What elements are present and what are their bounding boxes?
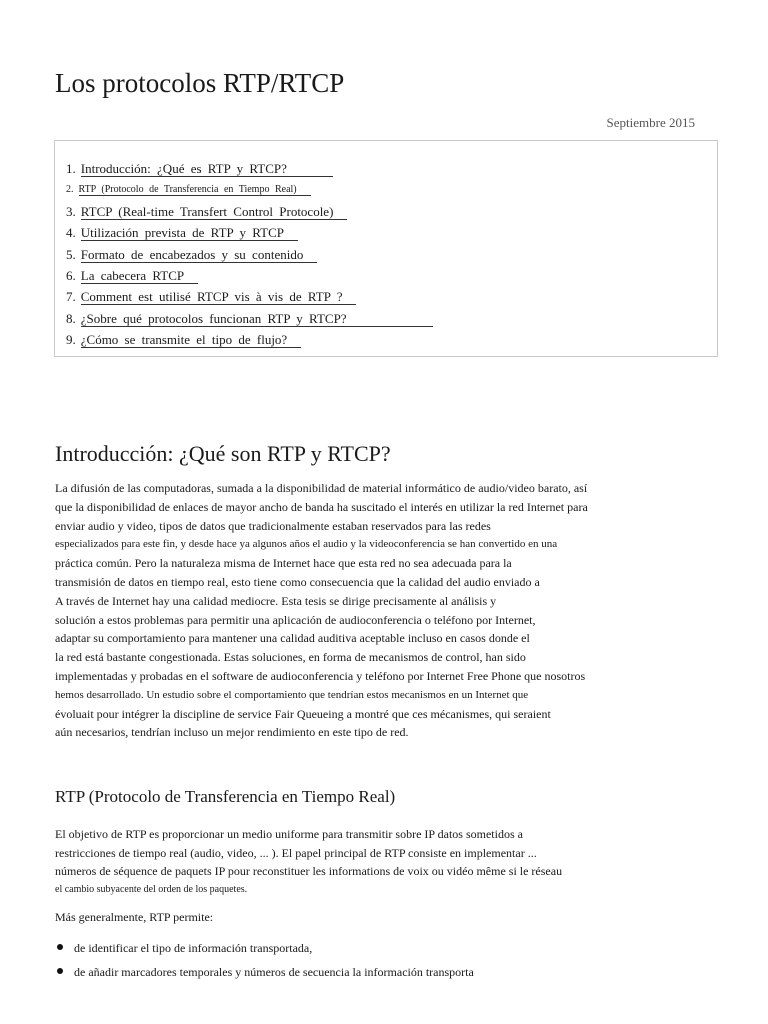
toc-link-protocolos[interactable]: ¿Sobre qué protocolos funcionan RTP y RTCP? [81, 311, 433, 327]
paragraph-line: El objetivo de RTP es proporcionar un medio uniforme para transmitir sobre IP datos sometidos a [55, 827, 523, 841]
toc-number: 7. [66, 289, 76, 305]
paragraph-line: solución a estos problemas para permitir una aplicación de audioconferencia o teléfono por Internet, [55, 612, 536, 627]
paragraph-line: la red está bastante congestionada. Estas soluciones, en forma de mecanismos de control, han sido [55, 650, 526, 665]
toc-link-flujo[interactable]: ¿Cómo se transmite el tipo de flujo? [81, 332, 301, 348]
bullet-icon [57, 968, 63, 974]
toc-link-utilizacion[interactable]: Utilización prevista de RTP y RTCP [81, 225, 298, 241]
paragraph-line: A través de Internet hay una calidad mediocre. Esta tesis se dirige precisamente al análisis y [55, 593, 497, 608]
toc-link-comment[interactable]: Comment est utilisé RTCP vis à vis de RTP ? [81, 289, 357, 305]
toc-item [66, 286, 433, 307]
toc-number: 4. [66, 225, 76, 241]
paragraph-line: que la disponibilidad de enlaces de mayor ancho de banda ha suscitado el interés en utilizar la red Internet para [55, 499, 588, 514]
list-item [55, 936, 474, 960]
paragraph-line: aún necesarios, tendrían incluso un mejor rendimiento en este tipo de red. [55, 725, 409, 740]
paragraph-line: transmisión de datos en tiempo real, esto tiene como consecuencia que la calidad del audio enviado a [55, 574, 540, 589]
toc-link-introduccion[interactable]: Introducción: ¿Qué es RTP y RTCP? [81, 161, 333, 177]
toc-item [66, 222, 433, 243]
toc-item [66, 244, 433, 265]
paragraph-line: adaptar su comportamiento para mantener una calidad auditiva aceptable incluso en casos donde el [55, 631, 530, 646]
paragraph-line: práctica común. Pero la naturaleza misma de Internet hace que esta red no sea adecuada para la [55, 556, 512, 571]
rtp-intro-text: Más generalmente, RTP permite: [55, 910, 214, 924]
toc-number: 3. [66, 203, 76, 219]
toc-number: 8. [66, 310, 76, 326]
toc-item [66, 201, 433, 222]
paragraph-line: números de séquence de paquets IP pour reconstituer les informations de voix ou vidéo même si le réseau [55, 864, 563, 878]
document-title: Los protocolos RTP/RTCP [55, 68, 345, 98]
toc-item [66, 179, 433, 200]
toc-link-formato[interactable]: Formato de encabezados y su contenido [81, 247, 318, 263]
paragraph-line: implementadas y probadas en el software de audioconferencia y teléfono por Internet Free Phone que nosotros [55, 668, 586, 683]
introduction-paragraph [55, 479, 695, 742]
section-heading-rtp: RTP (Protocolo de Transferencia en Tiempo Real) [55, 787, 396, 806]
paragraph-line: La difusión de las computadoras, sumada a la disponibilidad de material informático de audio/video barato, así [55, 481, 588, 495]
toc-link-cabecera[interactable]: La cabecera RTCP [81, 268, 198, 284]
paragraph-line: el cambio subyacente del orden de los paquetes. [55, 883, 248, 895]
rtp-bullet-list [55, 936, 474, 984]
list-item-text: de añadir marcadores temporales y números de secuencia la información transporta [74, 965, 474, 979]
paragraph-line: especializados para este fin, y desde hace ya algunos años el audio y la videoconferencia se han convertido en una [55, 538, 558, 551]
paragraph-line: enviar audio y video, tipos de datos que tradicionalmente estaban reservados para las redes [55, 518, 491, 533]
bullet-icon [57, 944, 63, 950]
toc-link-rtcp[interactable]: RTCP (Real-time Transfert Control Protocole) [81, 204, 348, 220]
section-heading-introduccion: Introducción: ¿Qué son RTP y RTCP? [55, 441, 391, 466]
rtp-paragraph [55, 825, 615, 899]
list-item-text: de identificar el tipo de información transportada, [74, 941, 313, 955]
paragraph-line: restricciones de tiempo real (audio, video, ... ). El papel principal de RTP consiste en implementar ... [55, 845, 537, 860]
document-date: Septiembre 2015 [606, 115, 695, 130]
toc-number: 9. [66, 332, 76, 348]
toc-item [66, 329, 433, 350]
list-item [55, 960, 474, 984]
toc-list [66, 158, 433, 351]
toc-number: 1. [66, 161, 76, 176]
toc-item [66, 265, 433, 286]
table-of-contents [54, 140, 718, 357]
toc-number: 5. [66, 246, 76, 262]
toc-link-rtp[interactable]: RTP (Protocolo de Transferencia en Tiempo Real) [79, 184, 311, 196]
toc-item [66, 158, 433, 179]
toc-number: 2. [66, 184, 74, 196]
paragraph-line: évoluait pour intégrer la discipline de service Fair Queueing a montré que ces mécanismes, qui seraient [55, 706, 551, 721]
paragraph-line: hemos desarrollado. Un estudio sobre el comportamiento que tendrían estos mecanismos en un Internet que [55, 688, 529, 701]
toc-number: 6. [66, 267, 76, 283]
toc-item [66, 308, 433, 329]
